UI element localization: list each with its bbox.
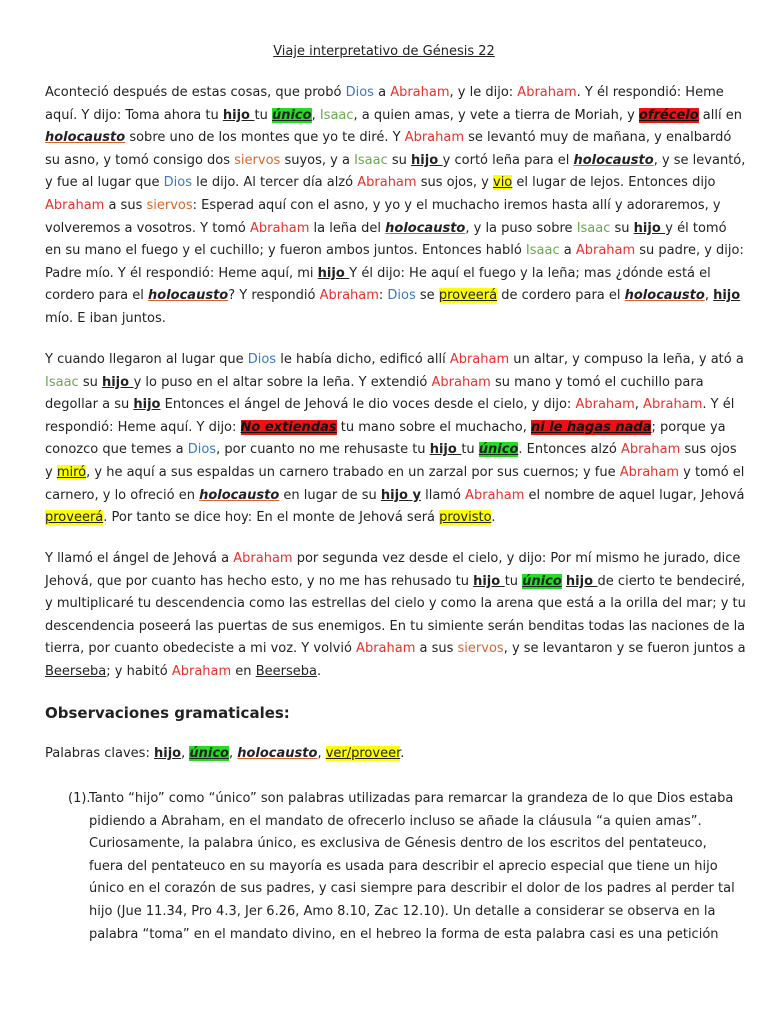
name-abraham: Abraham [390,85,450,100]
text-run: . [491,510,496,526]
keyword-hijo: hijo [429,442,462,458]
text-run: le había dicho, edificó allí [276,352,450,367]
highlight-command: ofrécelo [638,107,699,123]
keyword-hijo: hijo [565,573,598,589]
name-abraham: Abraham [643,397,703,413]
text-line [45,195,725,218]
text-run: . Entonces alzó [518,442,621,458]
text-line [45,263,725,286]
text-run: Y llamó el ángel de Jehová a [45,551,234,566]
word-dios: Dios [163,175,193,191]
name-abraham: Abraham [45,197,105,213]
text-run: tierra, por cuanto obedeciste a mi voz. Y volvió [45,641,357,657]
text-run: ; y habitó [106,663,172,679]
name-abraham: Abraham [517,85,577,100]
name-abraham: Abraham [171,663,232,679]
text-run: , [704,288,714,304]
name-abraham: Abraham [449,352,510,367]
text-run: descendencia poseerá las puertas de sus enemigos. En tu simiente serán benditas todas las naciones de la [45,618,746,634]
text-run: de cierto te bendeciré, [597,573,746,589]
list-line: único en el corazón de sus padres, y casi siempre para describir el dolor de los padres al perder tal [89,881,735,897]
text-run: Y él dijo: He aquí el fuego y la leña; mas ¿dónde está el [349,265,711,281]
keyword-ver-proveer: proveerá [438,288,498,304]
paragraph-3 [45,548,746,684]
text-run: carnero, y lo ofreció en [45,487,200,503]
observations-list [68,788,735,946]
text-run: y fue al lugar que [45,175,164,191]
keyword-unico: único [522,573,562,589]
text-run: : [378,288,388,304]
word-dios: Dios [387,288,416,304]
text-run: aquí. Y dijo: Toma ahora tu [45,107,223,123]
text-line [45,127,732,150]
text-run: en [231,663,256,679]
text-run: por segunda vez desde el cielo, y dijo: Por mí mismo he jurado, dice [292,551,741,566]
text-run: a [373,85,391,100]
text-line [45,150,746,173]
name-abraham: Abraham [233,551,293,566]
text-run: su asno, y tomó consigo dos [45,152,235,168]
text-run: y cortó leña para el [442,152,574,168]
text-line [45,439,737,462]
name-isaac: Isaac [319,107,354,123]
text-run: degollar a su [45,397,134,413]
text-line [45,661,725,684]
name-abraham: Abraham [619,464,680,480]
text-run: y [45,464,57,480]
text-line [45,308,725,331]
keyword-ver-proveer: proveerá [45,510,104,526]
text-run: : Esperad aquí con el asno, y yo y el muchacho iremos hasta allí y adoraremos, y [192,197,721,213]
text-run: cordero para el [45,288,149,304]
paragraph-1 [45,82,746,331]
text-run: un altar, y compuso la leña, y ató a [509,352,744,367]
name-isaac: Isaac [45,374,79,390]
keyword-hijo: hijo [317,265,350,281]
text-run: mío. E iban juntos. [45,310,166,326]
name-abraham: Abraham [465,487,525,503]
text-run: . Por tanto se dice hoy: En el monte de Jehová será [103,510,440,526]
text-run: volveremos a vosotros. Y tomó [45,220,251,236]
text-line [45,638,746,661]
name-abraham: Abraham [575,397,635,413]
keywords-label: Palabras claves: [45,746,150,761]
name-abraham: Abraham [404,130,464,146]
text-run: , y se levantaron y se fueron juntos a [503,641,746,657]
name-abraham: Abraham [431,374,491,390]
text-run: el lugar de lejos. Entonces dijo [512,175,716,191]
word-siervos: siervos [457,641,504,657]
name-abraham: Abraham [357,175,417,191]
highlight-command: No extiendas [240,419,337,435]
text-line [45,548,741,571]
keyword-holocausto: holocausto [624,288,705,304]
section-heading: Observaciones gramaticales: [45,704,290,722]
keyword-unico: único [478,442,519,458]
keyword-hijo: hijo [222,107,255,123]
name-abraham: Abraham [319,288,379,304]
page-title: Viaje interpretativo de Génesis 22 [273,44,495,59]
text-run: se levantó muy de mañana, y enalbardó [464,130,732,146]
place-name: Beerseba [255,663,317,679]
name-abraham: Abraham [250,220,310,236]
text-line [45,349,744,372]
text-run: , [311,107,320,123]
text-line [45,485,745,508]
text-run: ? Y respondió [228,288,320,304]
keyword-holocausto: holocausto [45,130,126,146]
text-line [45,82,725,105]
text-run: en su mano el fuego y el cuchillo; y fueron ambos juntos. Entonces habló [45,243,526,259]
name-isaac: Isaac [576,220,611,236]
text-line [45,507,725,530]
keyword-hijo: hijo [153,746,182,761]
text-run: , y le dijo: [449,85,518,100]
list-line: palabra “toma” en el mandato divino, en el hebreo la forma de esta palabra casi es una petición [89,926,719,942]
text-run: tu [254,107,272,123]
text-run: y lo puso en el altar sobre la leña. Y extendió [133,374,432,390]
text-line [45,240,744,263]
text-line [45,394,735,417]
text-run: allí en [698,107,742,123]
text-run: le dijo. Al tercer día alzó [192,175,358,191]
list-number: (1). [68,791,91,806]
name-abraham: Abraham [575,243,636,259]
word-dios: Dios [247,352,277,367]
text-line [45,616,746,639]
text-line [45,462,745,485]
text-run: . Y él respondió: Heme [576,85,724,100]
list-line: fuera del pentateuco en su mayoría es usada para describir el aprecio especial que tiene un hijo [89,858,718,874]
text-run: , a quien amas, y vete a tierra de Moriah, y [353,107,639,123]
text-run: conozco que temes a [45,442,188,458]
keyword-hijo: hijo y [380,487,421,503]
text-line [45,593,746,616]
text-run: , y he aquí a sus espaldas un carnero trabado en un zarzal por sus cuernos; y fue [86,464,620,480]
text-run: . [316,663,322,679]
text-run: el nombre de aquel lugar, Jehová [524,487,745,503]
text-run: su padre, y dijo: [635,243,744,259]
list-line: Curiosamente, la palabra único, es exclusiva de Génesis dentro de los escritos del pentateuco, [89,836,707,852]
text-run: Jehová, que por cuanto has hecho esto, y no me has rehusado tu [45,573,474,589]
list-line [68,788,734,811]
text-run: tu [504,573,523,589]
text-line [45,172,725,195]
keyword-hijo: hijo [633,220,666,236]
name-isaac: Isaac [525,243,560,259]
keyword-unico: único [189,746,229,761]
text-run: . Y él [702,397,735,413]
text-run: su [387,152,412,168]
text-run: respondió: Heme aquí. Y dijo: [45,419,241,435]
text-run: se [415,288,439,304]
text-run: Entonces el ángel de Jehová le dio voces desde el cielo, y dijo: [160,397,576,413]
keyword-holocausto: holocausto [237,746,318,761]
text-line [45,105,742,128]
text-run: sus ojos [680,442,737,458]
text-run: su [78,374,102,390]
text-run: sobre uno de los montes que yo te diré. Y [125,130,405,146]
text-run: llamó [420,487,466,503]
text-run: a [559,243,576,259]
keyword-hijo: hijo [133,397,161,413]
name-abraham: Abraham [620,442,681,458]
text-run: Padre mío. Y él respondió: Heme aquí, mi [45,265,318,281]
text-run: , por cuanto no me rehusaste tu [216,442,430,458]
text-run: , y se levantó, [653,152,746,168]
word-siervos: siervos [234,152,281,168]
keyword-holocausto: holocausto [573,152,654,168]
list-line: hijo (Jue 11.34, Pro 4.3, Jer 6.26, Amo 8.10, Zac 12.10). Un detalle a considerar se observa en la [89,903,716,919]
text-run: la leña del [309,220,386,236]
text-run: su mano y tomó el cuchillo para [490,374,704,390]
name-isaac: Isaac [354,152,388,168]
text-line [45,218,725,241]
keyword-hijo: hijo [473,573,505,589]
text-line [45,285,741,308]
keyword-hijo: hijo [713,288,741,304]
keyword-ver-proveer: vio [493,175,513,191]
keyword-holocausto: holocausto [199,487,280,503]
text-run: Y cuando llegaron al lugar que [45,352,248,367]
text-line [45,372,725,395]
text-run: Aconteció después de estas cosas, que probó [45,85,346,100]
text-run: tu mano sobre el muchacho, [336,419,531,435]
list-text: Tanto “hijo” como “único” son palabras utilizadas para remarcar la grandeza de lo que Dios estaba [89,791,734,806]
keyword-holocausto: holocausto [148,288,229,304]
text-run: , [634,397,644,413]
text-run: y tomó el [679,464,745,480]
keyword-ver-proveer: provisto [439,510,492,526]
list-line: pidiendo a Abraham, en el mandato de ofrecerlo incluso se añade la cláusula “a quien amas”. [89,813,702,829]
text-run: a sus [104,197,147,213]
highlight-command: ni le hagas nada [530,419,652,435]
text-line [45,417,725,440]
keyword-hijo: hijo [411,152,443,168]
word-dios: Dios [187,442,217,458]
text-run: ; porque ya [651,419,726,435]
text-run: en lugar de su [279,487,381,503]
place-name: Beerseba [45,663,107,679]
text-run: y él tomó [665,220,727,236]
word-siervos: siervos [146,197,193,213]
keyword-holocausto: holocausto [385,220,466,236]
paragraph-2 [45,349,745,530]
text-run: y multiplicaré tu descendencia como las estrellas del cielo y como la arena que está a la orilla del mar; y tu [45,596,746,612]
keyword-unico: único [271,107,312,123]
keyword-hijo: hijo [101,374,134,390]
keywords-line: Palabras claves: hijo, único, holocausto, ver/proveer. [45,746,405,761]
text-run: suyos, y a [280,152,355,168]
text-run: sus ojos, y [416,175,493,191]
text-run: , y la puso sobre [465,220,577,236]
text-run: su [610,220,634,236]
keyword-ver-proveer: miró [56,464,87,480]
name-abraham: Abraham [356,641,416,657]
text-run: tu [461,442,479,458]
text-run: a sus [415,641,458,657]
text-run: de cordero para el [497,288,625,304]
word-dios: Dios [345,85,374,100]
text-line [45,571,746,594]
keyword-ver-proveer: ver/proveer [325,746,401,761]
